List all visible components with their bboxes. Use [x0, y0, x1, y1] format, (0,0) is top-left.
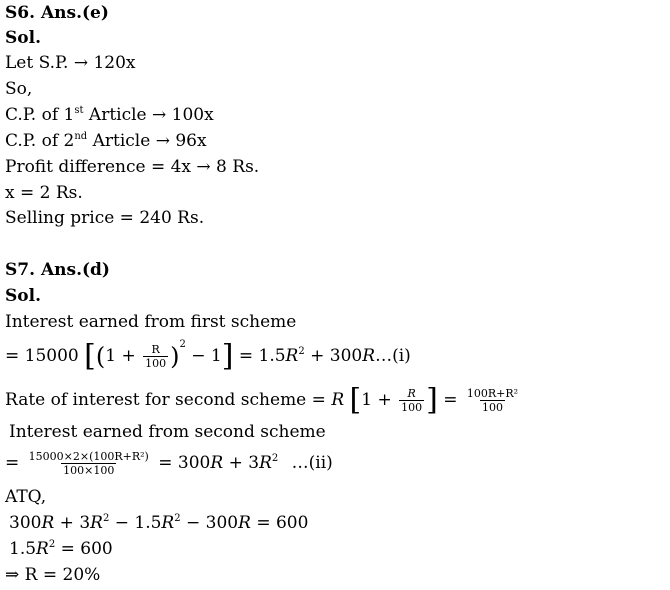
rate-num: R — [407, 387, 416, 400]
eq3-d: − 300 — [186, 513, 239, 533]
s7-eq-rate — [5, 382, 522, 418]
eq4-e: 2 — [48, 539, 56, 550]
eq1-den: 100 — [145, 357, 167, 370]
s6-line-so: So, — [5, 79, 33, 99]
eq2-plus: + 3 — [228, 453, 260, 473]
eq4-b: = 600 — [60, 539, 113, 559]
eq4-a: 1.5 — [9, 539, 37, 559]
eq1-paren-close: ) — [170, 342, 180, 371]
eq3-r1: R — [41, 513, 55, 533]
eq2-num: 15000×2×(100R+R²) — [28, 450, 149, 463]
eq2-r: R — [210, 453, 224, 473]
s7-eq-simplified — [9, 538, 113, 560]
eq2-exp: 2 — [271, 453, 279, 464]
eq2-result: = 300 — [158, 453, 211, 473]
s6-line-cp2 — [5, 130, 207, 152]
eq2-fraction — [27, 450, 151, 477]
rate-text: Rate of interest for second scheme = — [5, 390, 326, 410]
eq1-r: R — [285, 346, 299, 366]
eq2-prefix: = — [5, 453, 20, 473]
eq1-num: R — [151, 343, 160, 356]
eq1-minus: − 1 — [191, 346, 222, 366]
s7-line-first-scheme: Interest earned from first scheme — [5, 312, 297, 332]
eq4-r: R — [36, 539, 49, 559]
eq1-rexp: 2 — [298, 346, 305, 357]
eq3-r2: R — [90, 513, 103, 533]
s7-heading: S7. Ans.(d) — [5, 260, 110, 280]
eq1-paren-open: ( — [95, 342, 106, 371]
s7-eq-atq — [9, 512, 308, 534]
eq3-r4: R — [238, 513, 251, 533]
s7-line-second-scheme: Interest earned from second scheme — [9, 422, 326, 442]
rate-one: 1 + — [361, 390, 392, 410]
rate-den2: 100 — [482, 401, 503, 414]
eq1-prefix: = 15000 — [5, 346, 79, 366]
eq1-label: …(i) — [375, 346, 411, 366]
rate-eq: = — [443, 390, 458, 410]
s6-cp1-rest: Article → 100x — [83, 105, 214, 125]
eq2-den: 100×100 — [63, 464, 115, 477]
eq1-tail: + 300 — [310, 346, 363, 366]
eq1-one: 1 + — [105, 346, 136, 366]
eq3-f: = 600 — [256, 513, 309, 533]
eq3-c: − 1.5 — [114, 513, 162, 533]
eq3-e2: 2 — [174, 513, 181, 524]
s6-cp1-sup: st — [74, 105, 84, 116]
s6-line-sp: Let S.P. → 120x — [5, 53, 136, 73]
eq1-exp: 2 — [179, 339, 186, 350]
s7-eq-first-interest — [5, 338, 411, 374]
eq1-bracket-open: [ — [84, 338, 96, 374]
eq1-r2: R — [362, 346, 376, 366]
s6-cp2-rest: Article → 96x — [87, 131, 207, 151]
s7-sol-label: Sol. — [5, 286, 41, 306]
s6-heading: S6. Ans.(e) — [5, 3, 109, 23]
rate-bracket-close: ] — [426, 382, 438, 418]
s7-final-answer: ⇒ R = 20% — [5, 565, 101, 585]
eq1-bracket-close: ] — [221, 338, 234, 374]
s6-line-x: x = 2 Rs. — [5, 183, 83, 203]
eq3-a: 300 — [9, 513, 42, 533]
eq1-result: = 1.5 — [238, 346, 286, 366]
s6-cp1-text: C.P. of 1 — [5, 105, 75, 125]
eq3-e1: 2 — [102, 513, 110, 524]
eq3-r3: R — [161, 513, 175, 533]
s6-line-sellingprice: Selling price = 240 Rs. — [5, 208, 205, 228]
s7-atq: ATQ, — [5, 487, 47, 507]
eq3-b: + 3 — [59, 513, 91, 533]
eq2-label: …(ii) — [291, 453, 333, 473]
s6-line-profit: Profit difference = 4x → 8 Rs. — [5, 157, 260, 177]
rate-den: 100 — [401, 401, 423, 414]
rate-bracket-open: [ — [349, 382, 362, 418]
rate-fraction2 — [465, 387, 520, 414]
s6-line-cp1 — [5, 104, 214, 126]
s6-cp2-sup: nd — [74, 131, 88, 142]
s7-eq-second-interest — [5, 445, 333, 481]
rate-num2: 100R+R² — [466, 387, 519, 400]
eq1-fraction — [143, 343, 168, 370]
rate-fraction — [399, 387, 424, 414]
eq2-r2: R — [259, 453, 272, 473]
s6-sol-label: Sol. — [5, 28, 41, 48]
s6-cp2-text: C.P. of 2 — [5, 131, 75, 151]
rate-r: R — [331, 390, 345, 410]
